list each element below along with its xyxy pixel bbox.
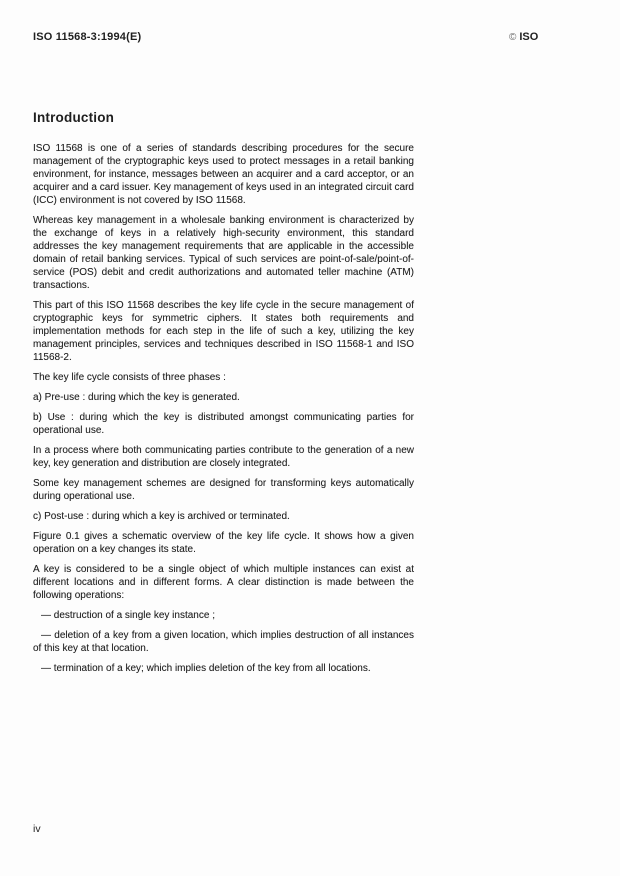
dash-item-destruction: — destruction of a single key instance ; — [41, 610, 215, 621]
header-document-id: ISO 11568-3:1994(E) — [33, 31, 142, 43]
para-figure-0-1: Figure 0.1 gives a schematic overview of the key life cycle. It shows how a given operation on a key changes its state. — [33, 531, 414, 555]
copyright-icon: © — [509, 32, 517, 43]
phase-b-use: b) Use : during which the key is distributed amongst communicating parties for operational use. — [33, 412, 414, 436]
body-text-column — [33, 142, 414, 682]
para-auto-transform: Some key management schemes are designed for transforming keys automatically during operational use. — [33, 478, 414, 502]
para-three-phases: The key life cycle consists of three phases : — [33, 372, 226, 383]
phase-c-post-use: c) Post-use : during which a key is archived or terminated. — [33, 511, 290, 522]
para-joint-generation: In a process where both communicating parties contribute to the generation of a new key, key generation and distribution are closely integrated. — [33, 445, 414, 469]
para-key-object: A key is considered to be a single object of which multiple instances can exist at different locations and in different forms. A clear distinction is made between the following operations: — [33, 564, 414, 601]
copyright-owner: ISO — [519, 31, 539, 43]
para-iso-scope: ISO 11568 is one of a series of standards describing procedures for the secure management of the cryptographic keys used to protect messages in a retail banking environment, for instance, messages between an acquirer and a card acceptor, or an acquirer and a card issuer. Key management of keys used in an integrated circuit card (ICC) environment is not covered by ISO 11568. — [33, 143, 414, 206]
header-copyright — [509, 31, 538, 43]
dash-item-termination: — termination of a key; which implies deletion of the key from all locations. — [41, 663, 371, 674]
para-wholesale-vs-retail: Whereas key management in a wholesale banking environment is characterized by the exchange of keys in a relatively high-security environment, this standard addresses the key management requirements that are applicable in the accessible domain of retail banking services. Typical of such services are point-of-sale/point-of-service (POS) debit and credit authorizations and automated teller machine (ATM) transactions. — [33, 215, 414, 291]
section-title: Introduction — [33, 110, 115, 125]
dash-item-deletion: — deletion of a key from a given location, which implies destruction of all instances of this key at that location. — [33, 630, 414, 654]
phase-a-pre-use: a) Pre-use : during which the key is generated. — [33, 392, 240, 403]
page-number: iv — [33, 823, 41, 835]
para-key-life-cycle: This part of this ISO 11568 describes the key life cycle in the secure management of cryptographic keys for symmetric ciphers. It states both requirements and implementation methods for each step in the life of such a key, utilizing the key management principles, services and techniques described in ISO 11568-1 and ISO 11568-2. — [33, 300, 414, 363]
